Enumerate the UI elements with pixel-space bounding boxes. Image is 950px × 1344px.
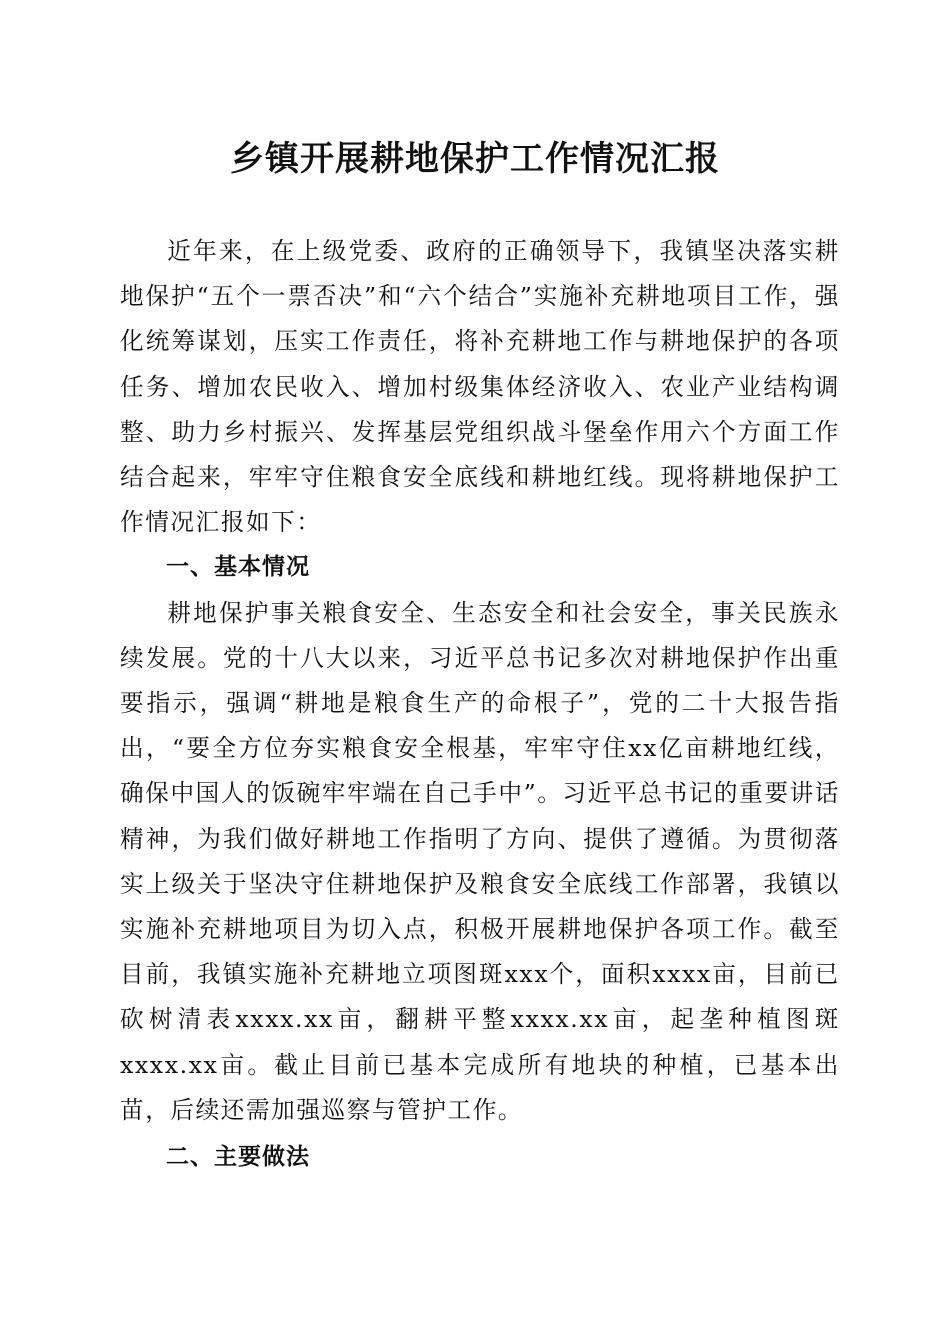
section-paragraph-basic-situation: 耕地保护事关粮食安全、生态安全和社会安全，事关民族永续发展。党的十八大以来，习近平总书记多次对耕地保护作出重要指示，强调“耕地是粮食生产的命根子”，党的二十大报告指出，“要全方位夯实粮食安全根基，牢牢守住xx亿亩耕地红线，确保中国人的饭碗牢牢端在自己手中”。习近平总书记的重要讲话精神，为我们做好耕地工作指明了方向、提供了遵循。为贯彻落实上级关于坚决守住耕地保护及粮食安全底线工作部署，我镇以实施补充耕地项目为切入点，积极开展耕地保护各项工作。截至目前，我镇实施补充耕地立项图斑xxx个，面积xxxx亩，目前已砍树清表xxxx.xx亩，翻耕平整xxxx.xx亩，起垄种植图斑xxxx.xx亩。截止目前已基本完成所有地块的种植，已基本出苗，后续还需加强巡察与管护工作。 bbox=[120, 598, 840, 1124]
intro-paragraph: 近年来，在上级党委、政府的正确领导下，我镇坚决落实耕地保护“五个一票否决”和“六个结合”实施补充耕地项目工作，强化统筹谋划，压实工作责任，将补充耕地工作与耕地保护的各项任务、增加农民收入、增加村级集体经济收入、农业产业结构调整、助力乡村振兴、发挥基层党组织战斗堡垒作用六个方面工作结合起来，牢牢守住粮食安全底线和耕地红线。现将耕地保护工作情况汇报如下： bbox=[120, 237, 840, 537]
section-heading-main-practices: 二、主要做法 bbox=[166, 1144, 310, 1171]
document-body bbox=[120, 229, 840, 1180]
section-heading-basic-situation: 一、基本情况 bbox=[166, 554, 310, 581]
document-title: 乡镇开展耕地保护工作情况汇报 bbox=[230, 139, 720, 179]
